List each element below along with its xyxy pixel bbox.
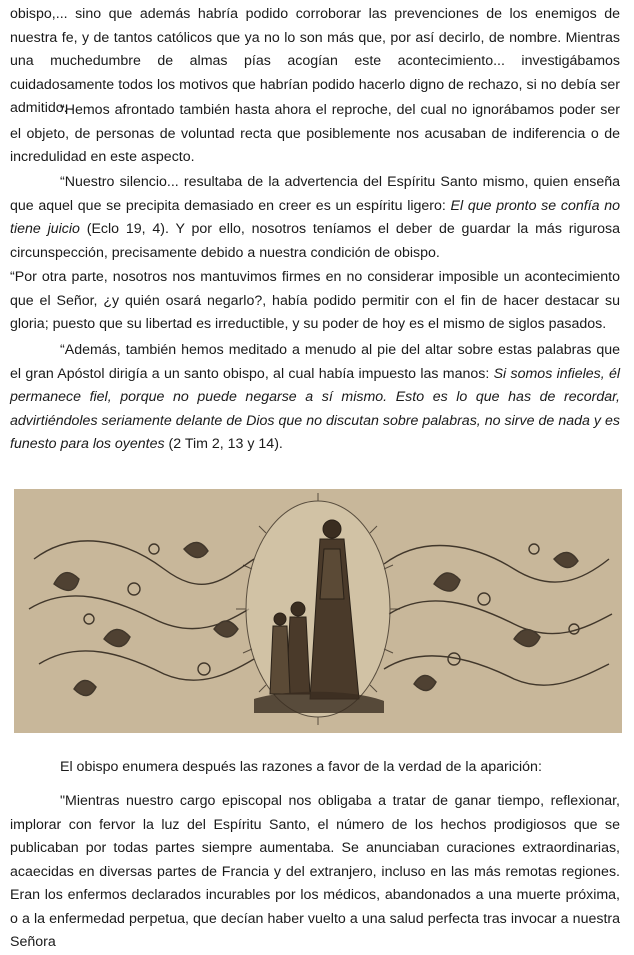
- paragraph-5: [10, 339, 620, 457]
- paragraph-7: "Mientras nuestro cargo episcopal nos obligaba a tratar de ganar tiempo, reflexionar, implorar con fervor la luz del Espíritu Santo, el número de los hechos prodigiosos que se publicaban por todas partes siempre aumentaba. Se anunciaban curaciones extraordinarias, acaecidas en diversas partes de Francia y del extranjero, incluso en las más remotas regiones. Eran los enfermos declarados incurables por los médicos, abandonados a una muerte próxima, o a la enfermedad perpetua, que decían haber vuelto a una salud perfecta tras invocar a nuestra Señora: [10, 793, 620, 950]
- paragraph-4: “Por otra parte, nosotros nos mantuvimos firmes en no considerar imposible un acontecimiento que el Señor, ¿y quién osará negarlo?, había podido permitir con el fin de hacer destacar su gloria; puesto que su libertad es irreductible, y su poder de hoy es el mismo de siglos pasados.: [10, 269, 620, 332]
- paragraph-5-text-a: “Además, también hemos meditado a menudo al pie del altar sobre estas palabras que el gran Apóstol dirigía a un santo obispo, al cual había impuesto las manos:: [10, 342, 620, 382]
- engraving-artwork: [14, 489, 622, 733]
- paragraph-3-text-c: (Eclo 19, 4). Y por ello, nosotros teníamos el deber de guardar la más rigurosa circunspección, precisamente debido a nuestra condición de obispo.: [10, 221, 620, 261]
- paragraph-2: “Hemos afrontado también hasta ahora el reproche, del cual no ignorábamos poder ser el objeto, de personas de voluntad recta que posiblemente nos acusaban de indiferencia o de incredulidad en este aspecto.: [10, 102, 620, 165]
- paragraph-3-text-a: “Nuestro silencio... resultaba de la advertencia del Espíritu Santo mismo, quien enseña que aquel que se precipita demasiado en creer es un espíritu ligero:: [10, 174, 620, 214]
- paragraph-3-quote: El que pronto se confía no tiene juicio: [10, 197, 620, 237]
- paragraph-1: obispo,... sino que además habría podido corroborar las prevenciones de los enemigos de nuestra fe, y de tantos católicos que ya no lo son más que, por así decirlo, de nombre. Mientras una muchedumbre de almas pías acogían este acontecimiento... investigábamos cuidadosamente todos los motivos que habrían podido hacerlo digno de rechazo, si no debía ser admitido.: [10, 6, 620, 116]
- engraving-illustration: [14, 489, 622, 733]
- paragraph-5-quote: Si somos infieles, él permanece fiel, porque no puede negarse a sí mismo. Esto es lo que has de recordar, advirtiéndoles seriamente delante de Dios que no discutan sobre palabras, no sirve de nada y es funesto para los oyentes: [10, 365, 621, 452]
- paragraph-3: [10, 171, 620, 265]
- paragraph-5-text-c: (2 Tim 2, 13 y 14).: [164, 436, 283, 452]
- paragraph-6: El obispo enumera después las razones a favor de la verdad de la aparición:: [60, 759, 542, 775]
